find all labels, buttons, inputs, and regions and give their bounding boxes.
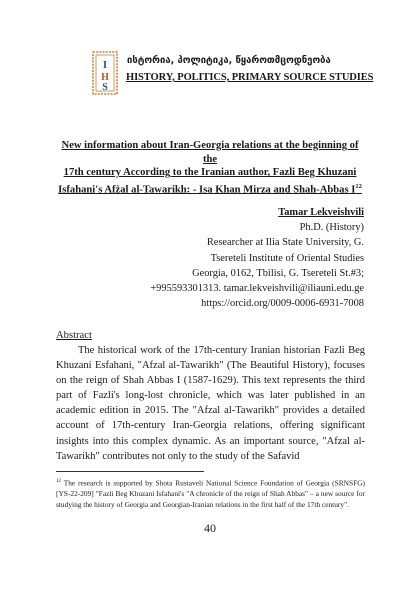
title-line-2: 17th century According to the Iranian author, Fazli Beg Khuzani [63,167,357,179]
author-block [64,205,364,311]
author-position-line-2: Tsereteli Institute of Oriental Studies [210,252,364,264]
article-title [54,139,366,197]
title-footnote-mark: 12 [355,182,362,190]
page-number: 40 [204,521,216,535]
journal-title-georgian: ისტორია, პოლიტიკა, წყაროთმცოდნეობა [127,55,331,66]
svg-text:H: H [101,72,109,83]
abstract-body: The historical work of the 17th-century Iranian historian Fazli Beg Khuzani Esfahani, "Afzal al-Tawarikh" (The Beautiful History), focuses on the reign of Shah Abbas I (1587-1629). This text represents the third part of Fazli's long-lost chronicle, which was later published in an academic edition in 2015. The "Afzal al-Tawarikh" provides a detailed account of 17th-century Iran-Georgia relations, offering significant insights into this complex dynamic. As an important source, "Afzal al-Tawarikh" contributes not only to the study of the Safavid [56,345,365,462]
title-line-3: Isfahani's Afżal al-Tawarikh: - Isa Khan Mirza and Shah-Abbas I [58,184,356,196]
title-line-1: New information about Iran-Georgia relations at the beginning of the [61,140,359,165]
abstract-heading: Abstract [56,330,92,341]
author-position-line-1: Researcher at Ilia State University, G. [206,237,364,249]
author-name: Tamar Lekveishvili [278,207,364,218]
journal-logo-icon [92,51,118,95]
author-contact[interactable]: +995593301313. tamar.lekveishvili@iliauni.edu.ge [150,283,364,295]
author-degree: Ph.D. (History) [299,222,364,234]
footnote-mark: 12 [56,479,61,484]
journal-title-english: HISTORY, POLITICS, PRIMARY SOURCE STUDIES [126,72,374,83]
author-orcid-link[interactable]: https://orcid.org/0009-0006-6931-7008 [201,298,364,310]
footnote [56,477,365,510]
author-address: Georgia, 0162, Tbilisi, G. Tsereteli St.#3; [192,267,364,279]
svg-text:S: S [102,82,108,93]
footnote-divider [56,471,204,472]
svg-text:I: I [102,59,108,71]
footnote-text: The research is supported by Shota Rustaveli National Science Foundation of Georgia (SRNSFG) [YS-22-209] "Fazli Beg Khuzani Isfahani's "A chronicle of the reign of Shah Abbas" – a new source for studying the history of Georgia and Georgian-Iranian relations in the first half of the 17th century". [56,478,365,509]
